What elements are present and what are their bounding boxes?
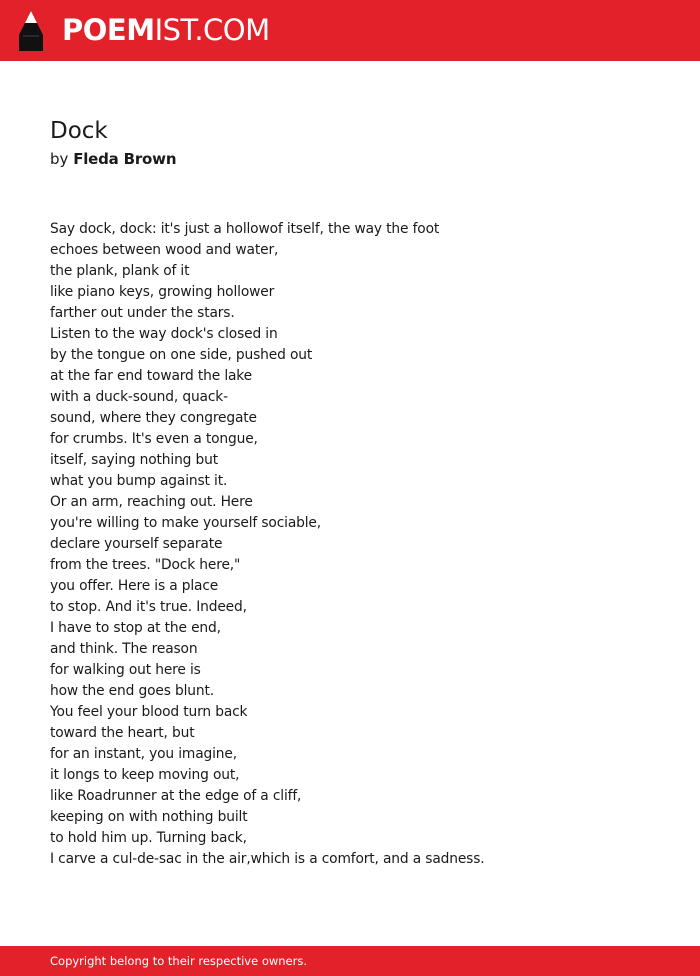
poem-line: You feel your blood turn back: [50, 704, 248, 720]
poem-line: echoes between wood and water,: [50, 242, 279, 258]
poem-line: at the far end toward the lake: [50, 368, 252, 384]
poem-line: by the tongue on one side, pushed out: [50, 347, 313, 363]
site-footer: [0, 946, 700, 976]
poem-line: for crumbs. It's even a tongue,: [50, 431, 258, 447]
poem-line: the plank, plank of it: [50, 263, 190, 279]
logo-bold-text: POEM: [62, 13, 155, 47]
poem-line: for an instant, you imagine,: [50, 746, 237, 762]
poem-line: Say dock, dock: it's just a hollowof itself, the way the foot: [50, 221, 440, 237]
poem-line: sound, where they congregate: [50, 410, 257, 426]
pencil-tip-icon[interactable]: [18, 10, 44, 52]
poem-line: for walking out here is: [50, 662, 201, 678]
poem-line: you're willing to make yourself sociable,: [50, 515, 321, 531]
poem-line: keeping on with nothing built: [50, 809, 248, 825]
poem-line: toward the heart, but: [50, 725, 195, 741]
poem-line: farther out under the stars.: [50, 305, 235, 321]
poem-line: I have to stop at the end,: [50, 620, 221, 636]
poem-title: Dock: [50, 118, 108, 144]
poem-line: itself, saying nothing but: [50, 452, 218, 468]
poem-line: and think. The reason: [50, 641, 198, 657]
poem-line: like Roadrunner at the edge of a cliff,: [50, 788, 302, 804]
poem-line: to stop. And it's true. Indeed,: [50, 599, 247, 615]
byline-prefix: by: [50, 150, 69, 168]
poem-line: what you bump against it.: [50, 473, 228, 489]
poem-body: [50, 219, 484, 870]
poem-line: with a duck-sound, quack-: [50, 389, 228, 405]
poem-line: like piano keys, growing hollower: [50, 284, 275, 300]
poem-line: declare yourself separate: [50, 536, 223, 552]
author-name: Fleda Brown: [73, 150, 177, 168]
poem-line: how the end goes blunt.: [50, 683, 214, 699]
poem-line: from the trees. "Dock here,": [50, 557, 241, 573]
poem-byline: [50, 149, 176, 169]
poem-line: Or an arm, reaching out. Here: [50, 494, 253, 510]
poem-line: Listen to the way dock's closed in: [50, 326, 278, 342]
poem-line: I carve a cul-de-sac in the air,which is a comfort, and a sadness.: [50, 851, 485, 867]
poem-line: it longs to keep moving out,: [50, 767, 240, 783]
site-logo[interactable]: [62, 13, 270, 47]
poem-line: to hold him up. Turning back,: [50, 830, 247, 846]
site-header: [0, 0, 700, 61]
logo-light-text: IST.COM: [154, 13, 270, 47]
poem-line: you offer. Here is a place: [50, 578, 219, 594]
copyright-notice: Copyright belong to their respective owners.: [50, 954, 308, 968]
